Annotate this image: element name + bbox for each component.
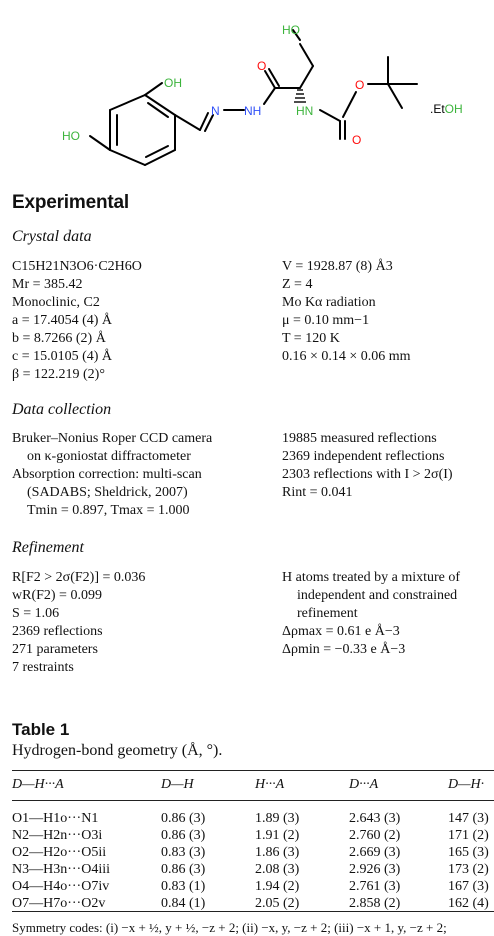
cell-da: 2.669 (3) (349, 845, 401, 860)
parameters-count: 271 parameters (12, 642, 98, 657)
cell-ha: 2.08 (3) (255, 862, 300, 877)
cell-dh: 0.86 (3) (161, 828, 206, 843)
header-angle: D—H· (448, 777, 485, 792)
cell-ha: 2.05 (2) (255, 896, 300, 911)
r-factor: R[F2 > 2σ(F2)] = 0.036 (12, 570, 146, 585)
chemical-structure-scheme (0, 0, 494, 190)
wr-factor: wR(F2) = 0.099 (12, 588, 102, 603)
cell-angle: 173 (2) (448, 862, 489, 877)
h-atom-treatment-cont: independent and constrained (297, 588, 458, 603)
cell-bond: N3—H3n···O4iii (12, 862, 110, 877)
cell-ha: 1.91 (2) (255, 828, 300, 843)
table-row (12, 879, 494, 896)
header-dh: D—H (161, 777, 194, 792)
measured-reflections: 19885 measured reflections (282, 431, 437, 446)
cell-volume: V = 1928.87 (8) Å3 (282, 259, 393, 274)
temperature: T = 120 K (282, 331, 340, 346)
cell-ha: 1.89 (3) (255, 811, 300, 826)
diffractometer: Bruker–Nonius Roper CCD camera (12, 431, 213, 446)
hydrogen-bond-table (12, 770, 494, 913)
cell-beta: β = 122.219 (2)° (12, 367, 105, 382)
observed-reflections: 2303 reflections with I > 2σ(I) (282, 467, 453, 482)
cell-c: c = 15.0105 (4) Å (12, 349, 113, 364)
o-amide-label: O (257, 59, 267, 73)
absorption-correction: Absorption correction: multi-scan (12, 467, 202, 482)
cell-bond: O7—H7o···O2v (12, 896, 106, 911)
cell-angle: 147 (3) (448, 811, 489, 826)
cell-bond: N2—H2n···O3i (12, 828, 103, 843)
table-caption: Hydrogen-bond geometry (Å, °). (12, 742, 223, 759)
formula: C15H21N3O6·C2H6O (12, 259, 142, 274)
delta-rho-min: Δρmin = −0.33 e Å−3 (282, 642, 406, 657)
cell-dh: 0.86 (3) (161, 862, 206, 877)
absorption-software: (SADABS; Sheldrick, 2007) (27, 485, 188, 500)
crystal-data-left (12, 258, 142, 384)
data-collection-heading: Data collection (12, 401, 112, 418)
cell-da: 2.761 (3) (349, 879, 401, 894)
symmetry-codes-footnote: Symmetry codes: (i) −x + ½, y + ½, −z + 2; (ii) −x, y, −z + 2; (iii) −x + 1, y, −z + 2; (12, 920, 447, 935)
table-title: Table 1 (12, 720, 70, 739)
data-collection-left (12, 430, 212, 520)
n-imine-label: N (211, 104, 220, 118)
cell-dh: 0.84 (1) (161, 896, 206, 911)
cell-bond: O2—H2o···O5ii (12, 845, 107, 860)
cell-da: 2.760 (2) (349, 828, 401, 843)
table-row (12, 896, 494, 913)
goodness-of-fit: S = 1.06 (12, 606, 60, 621)
nh-hydrazide-label: NH (244, 104, 262, 118)
r-int: Rint = 0.041 (282, 485, 353, 500)
table-row (12, 811, 494, 828)
o-ester-label: O (355, 78, 365, 92)
refinement-right (282, 569, 460, 659)
table-row (12, 828, 494, 845)
cell-dh: 0.86 (3) (161, 811, 206, 826)
table-row (12, 862, 494, 879)
cell-bond: O1—H1o···N1 (12, 811, 99, 826)
crystal-data-right (282, 258, 411, 366)
reflections-count: 2369 reflections (12, 624, 103, 639)
independent-reflections: 2369 independent reflections (282, 449, 445, 464)
transmission-range: Tmin = 0.897, Tmax = 1.000 (27, 503, 190, 518)
molar-mass: Mr = 385.42 (12, 277, 83, 292)
experimental-heading: Experimental (12, 192, 129, 213)
data-collection-right (282, 430, 453, 502)
hn-amine-label: HN (296, 104, 314, 118)
oh-ring-label: OH (164, 76, 182, 90)
cell-ha: 1.86 (3) (255, 845, 300, 860)
delta-rho-max: Δρmax = 0.61 e Å−3 (282, 624, 400, 639)
cell-angle: 171 (2) (448, 828, 489, 843)
radiation: Mo Kα radiation (282, 295, 376, 310)
cell-ha: 1.94 (2) (255, 879, 300, 894)
ho-top-label: HO (282, 23, 300, 37)
header-da: D···A (349, 777, 379, 792)
refinement-heading: Refinement (12, 539, 84, 556)
cell-a: a = 17.4054 (4) Å (12, 313, 113, 328)
cell-angle: 165 (3) (448, 845, 489, 860)
z-value: Z = 4 (282, 277, 313, 292)
crystal-data-heading: Crystal data (12, 228, 92, 245)
crystal-size: 0.16 × 0.14 × 0.06 mm (282, 349, 411, 364)
cell-bond: O4—H4o···O7iv (12, 879, 110, 894)
cell-angle: 162 (4) (448, 896, 489, 911)
cell-dh: 0.83 (3) (161, 845, 206, 860)
refinement-left (12, 569, 145, 677)
cell-da: 2.643 (3) (349, 811, 401, 826)
header-ha: H···A (255, 777, 285, 792)
cell-dh: 0.83 (1) (161, 879, 206, 894)
cell-da: 2.858 (2) (349, 896, 401, 911)
restraints-count: 7 restraints (12, 660, 74, 675)
absorption-coefficient: μ = 0.10 mm−1 (282, 313, 370, 328)
o-carbamate-label: O (352, 133, 362, 147)
crystal-system: Monoclinic, C2 (12, 295, 100, 310)
table-header-row (12, 770, 494, 800)
cell-b: b = 8.7266 (2) Å (12, 331, 106, 346)
cell-da: 2.926 (3) (349, 862, 401, 877)
ho-ring-label: HO (62, 129, 80, 143)
ethanol-label: .EtOH (430, 102, 463, 116)
h-atom-treatment-end: refinement (297, 606, 358, 621)
diffractometer-detail: on κ-goniostat diffractometer (27, 449, 191, 464)
table-row (12, 845, 494, 862)
cell-angle: 167 (3) (448, 879, 489, 894)
h-atom-treatment: H atoms treated by a mixture of (282, 570, 461, 585)
header-dha: D—H···A (12, 777, 64, 792)
